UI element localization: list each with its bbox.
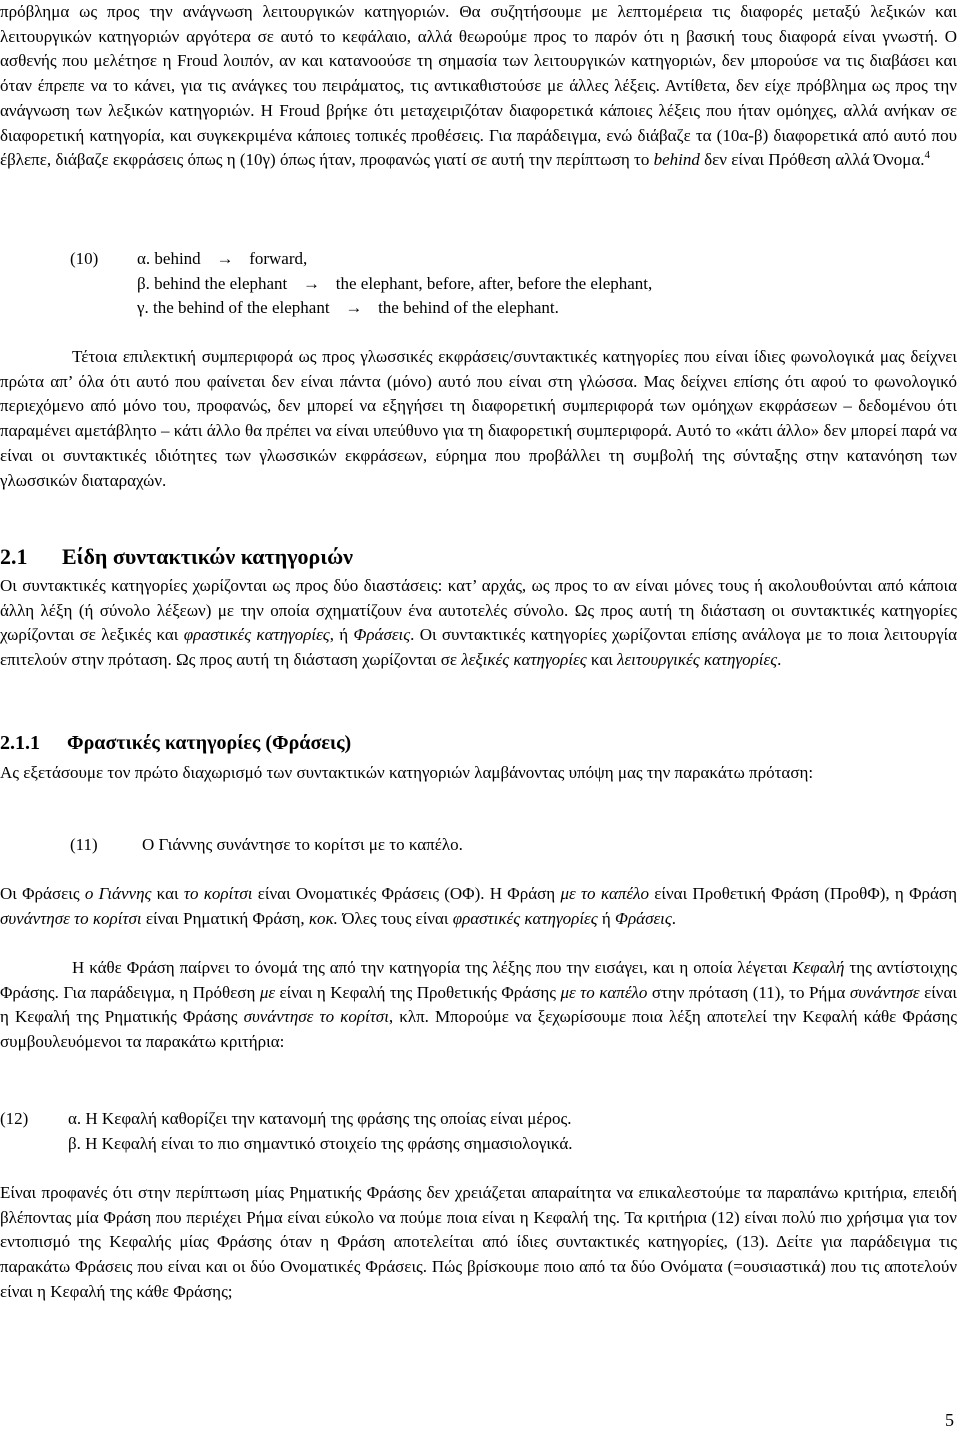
example-line-b: β. behind the elephant → the elephant, before, after, before the elephant, [137, 272, 652, 297]
paragraph-head-definition: Η κάθε Φράση παίρνει το όνομά της από την κατηγορία της λέξης που την εισάγει, και η οποία λέγεται Κεφαλή της αντίστοιχης Φράσης. Για παράδειγμα, η Πρόθεση με είναι η Κεφαλή της Προθετικής Φράσης με το καπέλο στην πρόταση (11), το Ρήμα συνάντησε είναι η Κεφαλή της Ρηματικής Φράσης συνάντησε το κορίτσι, κλπ. Μπορούμε να ξεχωρίσουμε ποια λέξη αποτελεί την Κεφαλή κάθε Φράσης συμβουλευόμενοι τα παρακάτω κριτήρια: [0, 958, 957, 1052]
example-number: (12) [0, 1109, 29, 1128]
example-line-c: γ. the behind of the elephant → the behind of the elephant. [137, 296, 652, 321]
example-10 [70, 247, 950, 322]
paragraph-criteria-usage: Είναι προφανές ότι στην περίπτωση μίας Ρηματικής Φράσης δεν χρειάζεται απαραίτητα να επικαλεστούμε τα παραπάνω κριτήρια, επειδή βλέποντας μία Φράση που περιέχει Ρήμα είναι εύκολο να πούμε ποια είναι η Κεφαλή της. Τα κριτήρια (12) είναι πολύ πιο χρήσιμα για τον εντοπισμό της Κεφαλής μίας Φράσης όταν η Φράση αποτελείται από ίδιες συντακτικές κατηγορίες, (13). Δείτε για παράδειγμα τις παρακάτω Φράσεις που είναι και οι δύο Ονοματικές Φράσεις. Πώς βρίσκουμε ποιο από τα δύο Ονόματα (=ουσιαστικά) που τις αποτελούν είναι η Κεφαλή της κάθε Φράσης; [0, 1183, 957, 1301]
criterion-a: α. Η Κεφαλή καθορίζει την κατανομή της φράσης της οποίας είναι μέρος. [68, 1109, 572, 1128]
italic-term: Φράσεις [353, 625, 411, 645]
paragraph-selective-behavior: Τέτοια επιλεκτική συμπεριφορά ως προς γλωσσικές εκφράσεις/συντακτικές κατηγορίες που είναι ίδιες φωνολογικά μας δείχνει πρώτα απ’ όλα ότι αυτό που φαίνεται δεν είναι πάντα (μόνο) αυτό που είναι στη γλώσσα. Μας δείχνει επίσης ότι αφού το φωνολογικό περιεχόμενο από μόνο του, προφανώς, δεν μπορεί να εξηγήσει τη διαφορετική συμπεριφορά των ομόηχων εκφράσεων – δεδομένου ότι παραμένει αμετάβλητο – κάτι άλλο θα πρέπει να είναι υπεύθυνο για τη διαφορετική συμπεριφορά. Αυτό το «κάτι άλλο» δεν μπορεί παρά να είναι οι συντακτικές ιδιότητες των γλωσσικών εκφράσεων, εύρημα που προβάλλει τη συμβολή της σύνταξης στην κατανόηση των γλωσσικών διαταραχών. [0, 347, 957, 490]
italic-term: λεξικές κατηγορίες [461, 650, 587, 670]
example-11 [70, 833, 950, 858]
arrow-icon: → [345, 298, 363, 318]
page-number: 5 [945, 1410, 954, 1430]
italic-term: φραστικές κατηγορίες [183, 625, 330, 645]
example-number: (10) [70, 249, 99, 268]
example-sentence: Ο Γιάννης συνάντησε το κορίτσι με το καπέλο. [142, 835, 463, 854]
paragraph-froud-study [0, 0, 957, 173]
text-run: πρόβλημα ως προς την ανάγνωση λειτουργικών κατηγοριών. Θα συζητήσουμε με λεπτομέρεια τις διαφορές μεταξύ λεξικών και λειτουργικών κατηγοριών αργότερα σε αυτό το κεφάλαιο, αλλά θεωρούμε προς το παρόν ότι η βασική τους διαφορά είναι γνωστή. Ο ασθενής που μελέτησε η Froud λοιπόν, αν και κατανοούσε τη σημασία των λειτουργικών κατηγοριών, δεν μπορούσε να τις διαβάσει και όταν έπρεπε να το κάνει, για τις ανάγκες του πειράματος, τις αντικαθιστούσε με άλλες λέξεις. Αντίθετα, δεν είχε πρόβλημα ως προς την ανάγνωση των λεξικών κατηγοριών. Η Froud βρήκε ότι μεταχειριζόταν διαφορετικά κάποιες λέξεις που ήταν ομόηχες, αλλά ανήκαν σε διαφορετική κατηγορία, και συγκεκριμένα κάποιες τοπικές προθέσεις. Για παράδειγμα, ενώ διάβαζε τα (10α-β) διαφορετικά από αυτό που έβλεπε, διάβαζε εκφράσεις όπως η (10γ) όπως ήταν, προφανώς γιατί σε αυτή την περίπτωση το [0, 2, 957, 170]
example-line-a: α. behind → forward, [137, 247, 652, 272]
section-heading-2-1-1: 2.1.1 Φραστικές κατηγορίες (Φράσεις) [0, 732, 352, 754]
italic-term: λειτουργικές κατηγορίες [617, 650, 778, 670]
arrow-icon: → [216, 249, 234, 268]
italic-term: behind [653, 150, 700, 170]
section-heading-2-1: 2.1 Είδη συντακτικών κατηγοριών [0, 544, 353, 569]
criterion-b: β. Η Κεφαλή είναι το πιο σημαντικό στοιχείο της φράσης σημασιολογικά. [68, 1133, 573, 1153]
text-run: δεν είναι Πρόθεση αλλά Όνομα. [699, 150, 925, 170]
paragraph-dimensions: Οι συντακτικές κατηγορίες χωρίζονται ως προς δύο διαστάσεις: κατ’ αρχάς, ως προς το αν είναι μόνες τους ή ακολουθούνται από κάποια άλλη λέξη (ή σύνολο λέξεων) με την οποία σχηματίζουν ένα αυτοτελές σύνολο. Ως προς αυτή τη διάσταση οι συντακτικές κατηγορίες χωρίζονται σε λεξικές και φραστικές κατηγορίες, ή Φράσεις. Οι συντακτικές κατηγορίες χωρίζονται επίσης ανάλογα με το ποια λειτουργία επιτελούν στην πρόταση. Ως προς αυτή τη διάσταση χωρίζονται σε λεξικές κατηγορίες και λειτουργικές κατηγορίες. [0, 576, 958, 670]
paragraph-phrase-types: Οι Φράσεις ο Γιάννης και το κορίτσι είναι Ονοματικές Φράσεις (ΟΦ). Η Φράση με το καπέλο είναι Προθετική Φράση (ΠροθΦ), η Φράση συνάντησε το κορίτσι είναι Ρηματική Φράση, κοκ. Όλες τους είναι φραστικές κατηγορίες ή Φράσεις. [0, 884, 957, 928]
paragraph-first-division: Ας εξετάσουμε τον πρώτο διαχωρισμό των συντακτικών κατηγοριών λαμβάνοντας υπόψη μας την παρακάτω πρόταση: [0, 763, 814, 782]
footnote-marker[interactable]: 4 [924, 149, 930, 162]
example-12 [0, 1107, 950, 1157]
arrow-icon: → [303, 273, 321, 293]
example-number: (11) [70, 835, 98, 854]
